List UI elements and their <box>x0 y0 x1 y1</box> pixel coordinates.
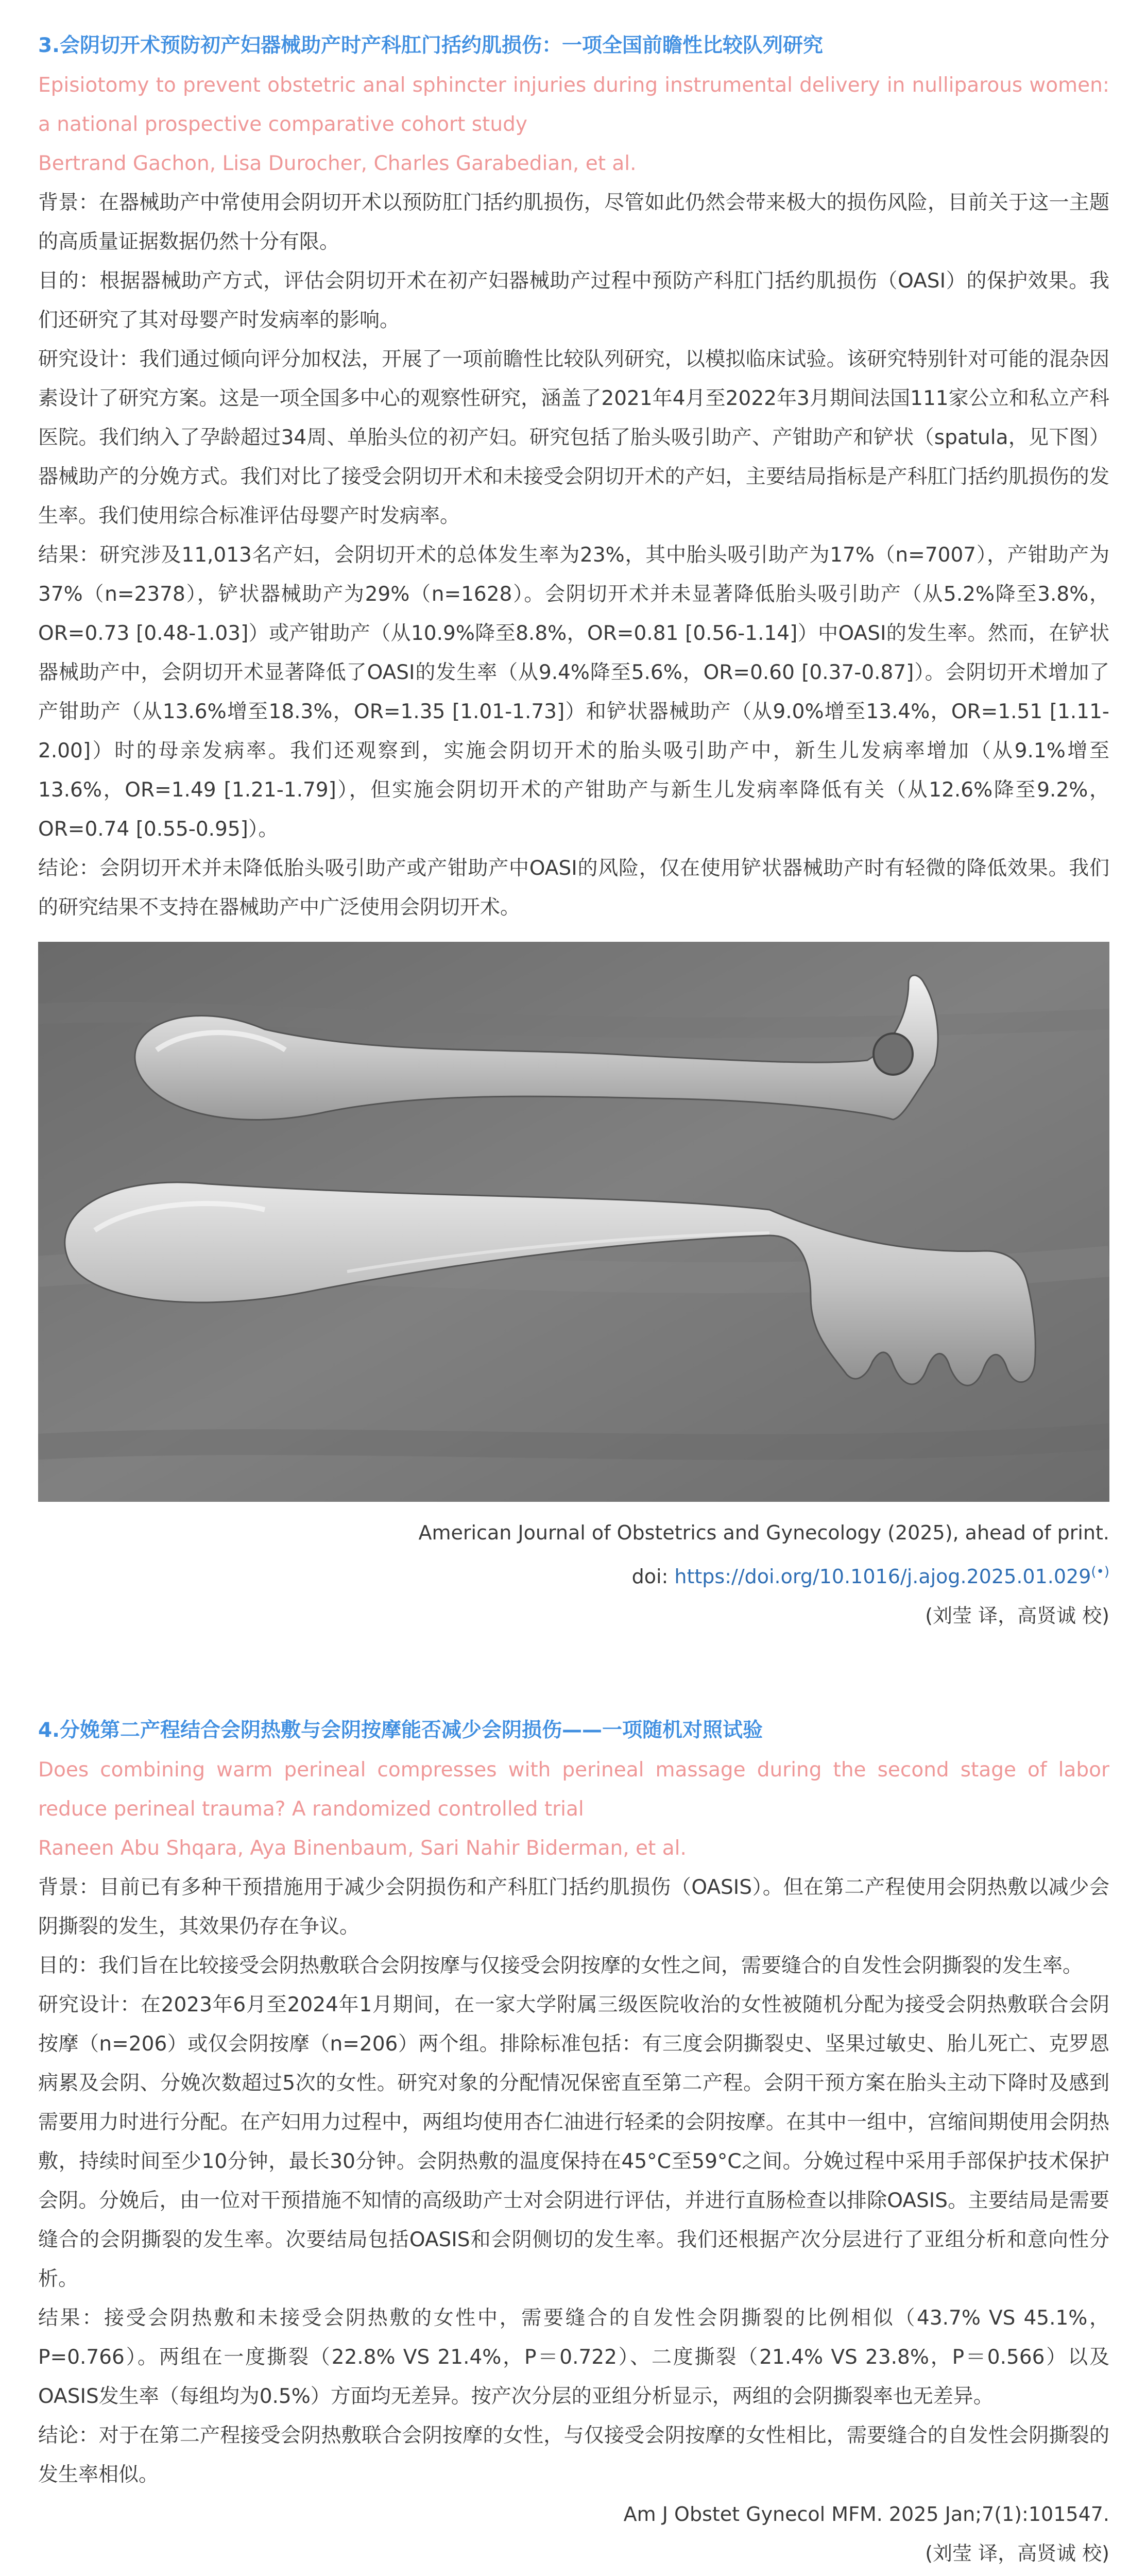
study-design-paragraph: 研究设计：在2023年6月至2024年1月期间，在一家大学附属三级医院收治的女性被随机分配为接受会阴热敷联合会阴按摩（n=206）或仅会阴按摩（n=206）两个组。排除标准包括：有三度会阴撕裂史、坚果过敏史、胎儿死亡、克罗恩病累及会阴、分娩次数超过5次的女性。研究对象的分配情况保密直至第二产程。会阴干预方案在胎头主动下降时及感到需要用力时进行分配。在产妇用力过程中，两组均使用杏仁油进行轻柔的会阴按摩。在其中一组中，宫缩间期使用会阴热敷，持续时间至少10分钟，最长30分钟。会阴热敷的温度保持在45°C至59°C之间。分娩过程中采用手部保护技术保护会阴。分娩后，由一位对干预措施不知情的高级助产士对会阴进行评估，并进行直肠检查以排除OASIS。主要结局是需要缝合的会阴撕裂的发生率。次要结局包括OASIS和会阴侧切的发生率。我们还根据产次分层进行了亚组分析和意向性分析。 <box>38 1993 1109 2291</box>
doi-label: doi: <box>631 1565 675 1588</box>
article-title: 3.会阴切开术预防初产妇器械助产时产科肛门括约肌损伤：一项全国前瞻性比较队列研究 <box>38 34 823 57</box>
results-paragraph: 结果：研究涉及11,013名产妇，会阴切开术的总体发生率为23%，其中胎头吸引助产为17%（n=7007），产钳助产为37%（n=2378），铲状器械助产为29%（n=1628）。会阴切开术并未显著降低胎头吸引助产（从5.2%降至3.8%，OR=0.73 [0.48-1.03]）或产钳助产（从10.9%降至8.8%，OR=0.81 [0.56-1.14]）中OASI的发生率。然而，在铲状器械助产中，会阴切开术显著降低了OASI的发生率（从9.4%降至5.6%，OR=0.60 [0.37-0.87]）。会阴切开术增加了产钳助产（从13.6%增至18.3%，OR=1.35 [1.01-1.73]）和铲状器械助产（从9.0%增至13.4%，OR=1.51 [1.11-2.00]）时的母亲发病率。我们还观察到，实施会阴切开术的胎头吸引助产中，新生儿发病率增加（从9.1%增至13.6%，OR=1.49 [1.21-1.79]），但实施会阴切开术的产钳助产与新生儿发病率降低有关（从12.6%降至9.2%，OR=0.74 [0.55-0.95]）。 <box>38 544 1109 841</box>
background-paragraph: 背景：在器械助产中常使用会阴切开术以预防肛门括约肌损伤，尽管如此仍然会带来极大的损伤风险，目前关于这一主题的高质量证据数据仍然十分有限。 <box>38 191 1109 253</box>
objective-paragraph: 目的：我们旨在比较接受会阴热敷联合会阴按摩与仅接受会阴按摩的女性之间，需要缝合的自发性会阴撕裂的发生率。 <box>38 1954 1083 1977</box>
conclusion-paragraph: 结论：会阴切开术并未降低胎头吸引助产或产钳助产中OASI的风险，仅在使用铲状器械助产时有轻微的降低效果。我们的研究结果不支持在器械助产中广泛使用会阴切开术。 <box>38 857 1109 919</box>
journal-citation: Am J Obstet Gynecol MFM. 2025 Jan;7(1):101547. <box>623 2503 1109 2526</box>
doi-link[interactable]: https://doi.org/10.1016/j.ajog.2025.01.029 <box>674 1565 1091 1588</box>
translator-credit: (刘莹 译，高贤诚 校) <box>925 2542 1109 2565</box>
translator-credit: (刘莹 译，高贤诚 校) <box>925 1604 1109 1627</box>
background-paragraph: 背景：目前已有多种干预措施用于减少会阴损伤和产科肛门括约肌损伤（OASIS）。但在第二产程使用会阴热敷以减少会阴撕裂的发生，其效果仍存在争议。 <box>38 1876 1109 1938</box>
article-4 <box>38 1710 1109 2573</box>
article-title: 4.分娩第二产程结合会阴热敷与会阴按摩能否减少会阴损伤——一项随机对照试验 <box>38 1719 763 1742</box>
objective-paragraph: 目的：根据器械助产方式，评估会阴切开术在初产妇器械助产过程中预防产科肛门括约肌损伤（OASI）的保护效果。我们还研究了其对母婴产时发病率的影响。 <box>38 269 1109 332</box>
journal-citation: American Journal of Obstetrics and Gynecology (2025), ahead of print. <box>418 1521 1109 1544</box>
english-title: Does combining warm perineal compresses with perineal massage during the second stage of labor reduce perineal trauma? A randomized controlled trial <box>38 1758 1109 1821</box>
spatula-instruments-photo <box>38 942 1109 1502</box>
english-title: Episiotomy to prevent obstetric anal sphincter injuries during instrumental delivery in nulliparous women: a national prospective comparative cohort study <box>38 74 1109 136</box>
external-link-icon[interactable]: (•) <box>1091 1564 1109 1580</box>
doi-line <box>38 1552 1109 1596</box>
authors: Raneen Abu Shqara, Aya Binenbaum, Sari Nahir Biderman, et al. <box>38 1837 687 1860</box>
conclusion-paragraph: 结论：对于在第二产程接受会阴热敷联合会阴按摩的女性，与仅接受会阴按摩的女性相比，需要缝合的自发性会阴撕裂的发生率相似。 <box>38 2424 1109 2486</box>
authors: Bertrand Gachon, Lisa Durocher, Charles Garabedian, et al. <box>38 152 637 175</box>
study-design-paragraph: 研究设计：我们通过倾向评分加权法，开展了一项前瞻性比较队列研究，以模拟临床试验。该研究特别针对可能的混杂因素设计了研究方案。这是一项全国多中心的观察性研究，涵盖了2021年4月至2022年3月期间法国111家公立和私立产科医院。我们纳入了孕龄超过34周、单胎头位的初产妇。研究包括了胎头吸引助产、产钳助产和铲状（spatula，见下图）器械助产的分娩方式。我们对比了接受会阴切开术和未接受会阴切开术的产妇，主要结局指标是产科肛门括约肌损伤的发生率。我们使用综合标准评估母婴产时发病率。 <box>38 348 1109 528</box>
article-3 <box>38 26 1109 1635</box>
results-paragraph: 结果：接受会阴热敷和未接受会阴热敷的女性中，需要缝合的自发性会阴撕裂的比例相似（43.7% VS 45.1%，P=0.766）。两组在一度撕裂（22.8% VS 21.4%，P＝0.722）、二度撕裂（21.4% VS 23.8%，P＝0.566）以及OASIS发生率（每组均为0.5%）方面均无差异。按产次分层的亚组分析显示，两组的会阴撕裂率也无差异。 <box>38 2307 1109 2408</box>
